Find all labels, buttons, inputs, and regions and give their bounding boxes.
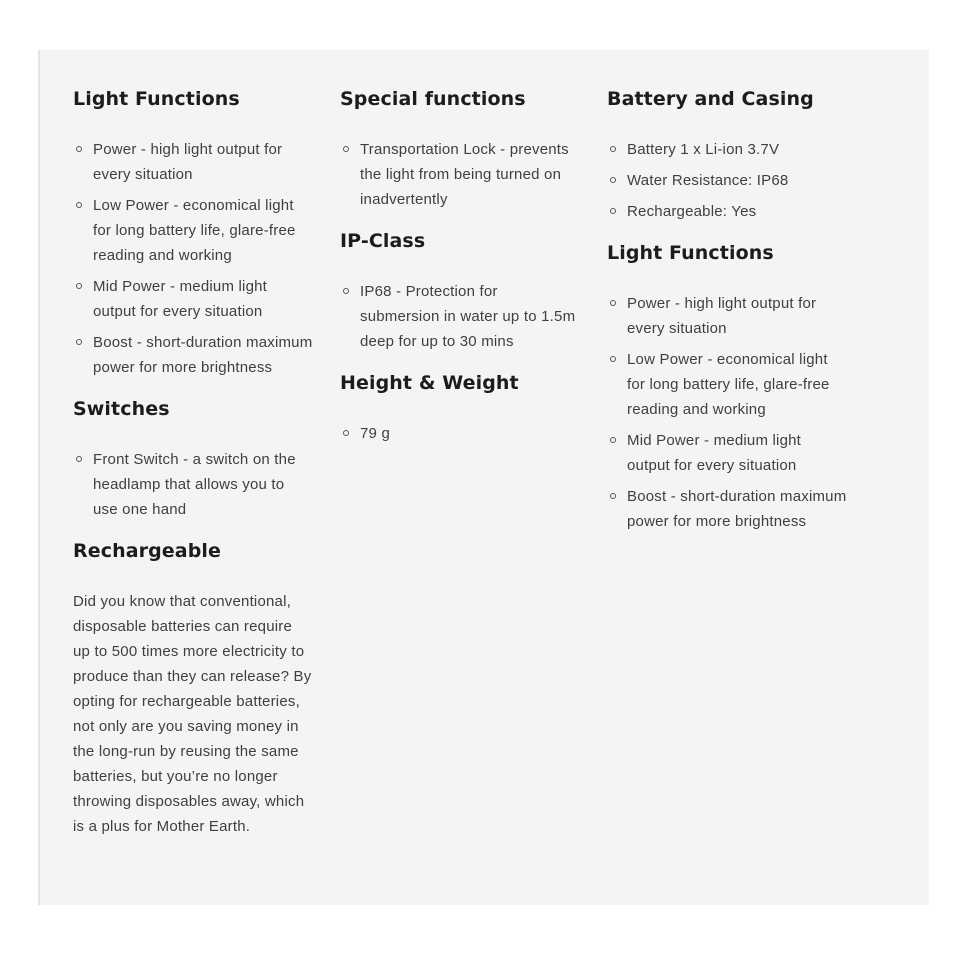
height-weight-list <box>340 421 580 446</box>
section-title-rechargeable: Rechargeable <box>73 540 222 562</box>
section-title-battery-casing: Battery and Casing <box>607 88 814 110</box>
light-functions-list-2 <box>607 291 847 534</box>
list-item: Boost - short-duration maximum power for more brightness <box>73 330 313 380</box>
light-functions-list <box>73 137 313 380</box>
list-item: Power - high light output for every situation <box>73 137 313 187</box>
list-item: 79 g <box>340 421 580 446</box>
special-functions-list <box>340 137 580 212</box>
list-item: Front Switch - a switch on the headlamp that allows you to use one hand <box>73 447 313 522</box>
section-title-switches: Switches <box>73 398 170 420</box>
list-item: Battery 1 x Li-ion 3.7V <box>607 137 847 162</box>
ip-class-list <box>340 279 580 354</box>
section-title-light-functions: Light Functions <box>73 88 240 110</box>
section-title-special-functions: Special functions <box>340 88 526 110</box>
list-item: Transportation Lock - prevents the light from being turned on inadvertently <box>340 137 580 212</box>
section-title-light-functions-2: Light Functions <box>607 242 774 264</box>
list-item: Mid Power - medium light output for every situation <box>73 274 313 324</box>
list-item: Low Power - economical light for long battery life, glare-free reading and working <box>607 347 847 422</box>
battery-casing-list <box>607 137 847 224</box>
section-title-height-weight: Height & Weight <box>340 372 519 394</box>
section-title-ip-class: IP-Class <box>340 230 426 252</box>
product-specs-panel <box>38 50 929 905</box>
list-item: Mid Power - medium light output for every situation <box>607 428 847 478</box>
list-item: Boost - short-duration maximum power for more brightness <box>607 484 847 534</box>
list-item: IP68 - Protection for submersion in water up to 1.5m deep for up to 30 mins <box>340 279 580 354</box>
list-item: Power - high light output for every situation <box>607 291 847 341</box>
list-item: Water Resistance: IP68 <box>607 168 847 193</box>
list-item: Low Power - economical light for long battery life, glare-free reading and working <box>73 193 313 268</box>
list-item: Rechargeable: Yes <box>607 199 847 224</box>
rechargeable-description: Did you know that conventional, disposable batteries can require up to 500 times more electricity to produce than they can release? By opting for rechargeable batteries, not only are you saving money in the long-run by reusing the same batteries, but you’re no longer throwing disposables away, which is a plus for Mother Earth. <box>73 593 312 835</box>
switches-list <box>73 447 313 522</box>
specs-column-2 <box>340 86 580 462</box>
specs-column-1 <box>73 86 313 839</box>
specs-column-3 <box>607 86 847 550</box>
